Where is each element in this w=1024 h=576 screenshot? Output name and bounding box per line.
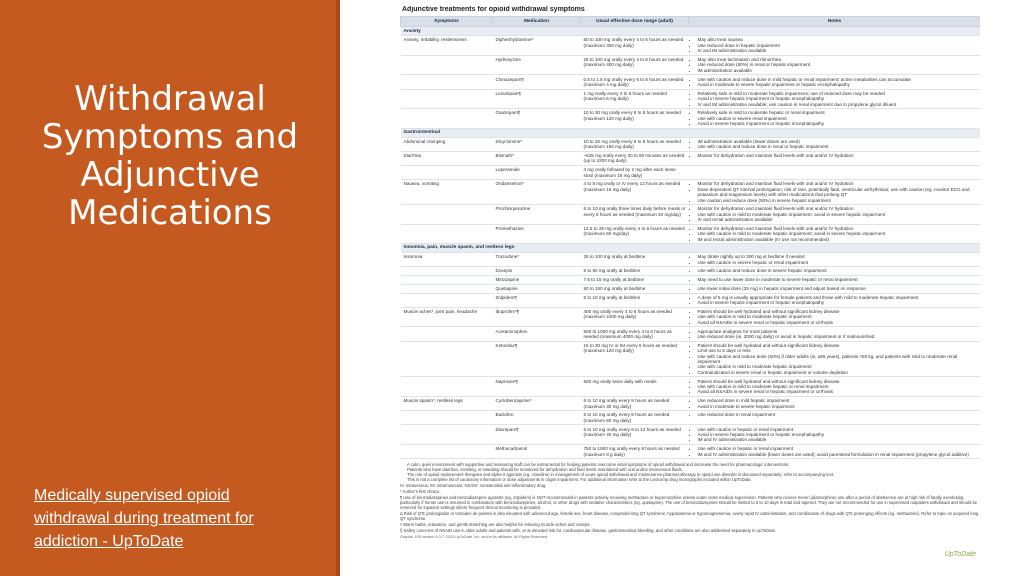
symptom-cell: Diarrhea: [401, 151, 493, 165]
symptom-cell: [401, 55, 493, 75]
note-item: • Use with caution in hepatic or renal impairment: [698, 446, 978, 451]
medication-cell: Ibuprofen*¶: [493, 307, 581, 327]
note-item: • Monitor for dehydration and maintain fluid levels with oral and/or IV hydration: [698, 206, 978, 211]
note-item: • IM and IV administration available (lower doses are used); avoid parenteral formulation in renal impairment (propylene glycol additive): [698, 452, 978, 457]
note-item: • Relatively safe in mild to moderate hepatic or renal impairment: [698, 110, 978, 115]
medication-cell: Cyclobenzaprine*: [493, 396, 581, 410]
section-row: [401, 27, 981, 36]
notes-list: [692, 57, 978, 73]
note-item: • Avoid in severe hepatic impairment or hepatic encephalopathy: [698, 432, 978, 437]
note-item: • Patient should be well hydrated and without significant kidney disease: [698, 309, 978, 314]
notes-list: [692, 110, 978, 126]
notes-cell: [689, 307, 981, 327]
dose-cell: 12.5 to 25 mg orally every 4 to 6 hours as needed (maximum 50 mg/day): [581, 224, 689, 244]
note-item: • May titrate nightly up to 300 mg at bedtime if needed: [698, 254, 978, 259]
notes-cell: [689, 327, 981, 341]
notes-cell: [689, 224, 981, 244]
note-item: • Use with caution in mild to moderate hepatic impairment; avoid in severe hepatic impairment: [698, 231, 978, 236]
section-heading: Gastrointestinal: [401, 128, 981, 137]
dose-cell: 25 to 100 mg orally every 4 to 6 hours as needed (maximum 400 mg daily): [581, 55, 689, 75]
slide-title: [30, 80, 310, 232]
notes-list: [692, 309, 978, 325]
table-row: [401, 89, 981, 109]
note-item: • Contraindicated in severe renal or hepatic impairment or volume depletion: [698, 370, 978, 375]
dose-cell: ~525 mg orally every 30 to 60 minutes as needed (up to 4200 mg daily): [581, 151, 689, 165]
medication-cell: Doxepin: [493, 267, 581, 276]
medication-cell: Loperamide: [493, 165, 581, 179]
note-item: • IV and IM administration available: [698, 48, 978, 53]
table-body: [401, 27, 981, 459]
symptom-cell: [401, 284, 493, 293]
note-item: • Use with caution and reduce dose (50%) if older adults (ie, ≥65 years), patients <50 kg, and patients with mild to moderate renal impairment: [698, 354, 978, 365]
footnote-item: • This is not a complete list of cautionary information or dose adjustments in organ impairment. For additional information refer to the Lexicomp drug monographs included within UpToDate.: [407, 477, 980, 482]
uptodate-logo: UpToDate: [944, 551, 976, 558]
note-item: • Use with caution in severe hepatic or renal impairment: [698, 260, 978, 265]
note-item: • Use with caution and reduce dose in renal or hepatic impairment: [698, 144, 978, 149]
footnote-list: [400, 462, 980, 482]
medication-cell: Ketorolac¶: [493, 341, 581, 377]
note-item: • Use with caution in mild to moderate hepatic impairment: [698, 314, 978, 319]
notes-cell: [689, 276, 981, 285]
abbreviations: IV: intravenous; IM: intramuscular; NSAID: nonsteroidal anti-inflammatory drug.: [400, 483, 547, 489]
footnote-item: • The role of opioid replacement therapies and alpha-2 agonists (eg, clonidine) in management of acute opioid withdrawal and maintenance pharmacotherapy in opioid use disorder is discussed separately; refer to accompanying text.: [407, 472, 980, 477]
notes-list: [692, 206, 978, 222]
note-item: • IV and IM administration available; use caution in renal impairment due to propylene glycol diluent: [698, 102, 978, 107]
notes-list: [692, 427, 978, 443]
note-item: • Dose-dependent QT interval prolongation; risk of rare, potentially fatal, ventricular arrhythmias; use with caution (eg, monitor ECG and potassium and magnesium levels) with other medications that prolong QT: [698, 187, 978, 198]
table-row: [401, 267, 981, 276]
table-row: [401, 284, 981, 293]
symptom-cell: [401, 205, 493, 225]
note-item: • Monitor for dehydration and maintain fluid levels with oral and/or IV hydration: [698, 181, 978, 186]
title-line: Withdrawal: [74, 79, 266, 119]
medication-cell: Quetiapine: [493, 284, 581, 293]
medication-cell: Clonazepam¶: [493, 75, 581, 89]
dose-cell: 750 to 1500 mg orally every 8 hours as needed (maximum 8 g daily): [581, 444, 689, 458]
footnotes: [400, 462, 980, 540]
notes-list: [692, 268, 978, 273]
dose-cell: 500 mg orally twice daily with meals: [581, 377, 689, 397]
note-item: • IV and rectal administration available: [698, 217, 978, 222]
table-row: [401, 307, 981, 327]
table-row: [401, 55, 981, 75]
note-item: • Avoid all NSAIDs in severe renal or hepatic impairment or cirrhosis: [698, 389, 978, 394]
note-item: • Avoid in severe hepatic impairment or hepatic encephalopathy: [698, 121, 978, 126]
note-item: • Use lower initial dose (25 mg) in hepatic impairment and adjust based on response: [698, 286, 978, 291]
symptom-cell: [401, 377, 493, 397]
dose-cell: 5 to 10 mg orally three times daily before meals or every 6 hours as needed (maximum 40 mg/day): [581, 205, 689, 225]
notes-list: [692, 286, 978, 291]
symptom-cell: Anxiety, irritability, restlessness: [401, 36, 493, 56]
note-item: • Monitor for dehydration and maintain fluid levels with oral and/or IV hydration: [698, 153, 978, 158]
medication-cell: Ondansetron*: [493, 180, 581, 205]
table-row: [401, 425, 981, 445]
note-paragraph: ¶ Use of benzodiazepines and benzodiazepine agonists (eg, zolpidem) is NOT recommended in patients actively receiving methadone or buprenorphine unless under close medical supervision. Patients who receive heroin (diamorphine) use after a period of abstinence are at high risk of fatally overdosing, particularly if heroin use is resumed in combination with benzodiazepines, alcohol, or other drugs with sedative characteristics (eg, quetiapine). The use of benzodiazepines should be limited to 5 to 10 days in total and tapered. They are not recommended for use in supervised outpatient withdrawal and should be reserved for inpatient settings where frequent clinical monitoring is provided.: [400, 495, 978, 511]
section-heading: Anxiety: [401, 27, 981, 36]
title-line: Adjunctive: [80, 155, 260, 195]
note-item: • May also treat nausea: [698, 37, 978, 42]
medication-cell: Hydroxyzine: [493, 55, 581, 75]
panel-edge: [336, 0, 340, 576]
notes-list: [692, 277, 978, 282]
note-item: • Monitor for dehydration and maintain fluid levels with oral and/or IV hydration: [698, 226, 978, 231]
note-item: • Use reduced dose (ie, 2000 mg daily) or avoid in hepatic impairment or if malnourished: [698, 334, 978, 339]
medication-cell: Zolpidem¶: [493, 293, 581, 307]
symptom-cell: [401, 327, 493, 341]
note-item: • Use with caution and reduce dose in mild hepatic or renal impairment; active metabolites can accumulate: [698, 77, 978, 82]
note-item: • Use with caution in mild to moderate hepatic impairment: [698, 364, 978, 369]
table-row: [401, 276, 981, 285]
dose-cell: 5 to 10 mg orally at bedtime: [581, 293, 689, 307]
table-row: [401, 36, 981, 56]
notes-list: [692, 153, 978, 158]
notes-cell: [689, 55, 981, 75]
section-heading: Insomnia, pain, muscle spasm, and restless legs: [401, 244, 981, 253]
table-title: Adjunctive treatments for opioid withdrawal symptoms: [402, 6, 585, 13]
dose-cell: 50 to 150 mg orally at bedtime: [581, 284, 689, 293]
medication-cell: Dicyclomine*: [493, 137, 581, 151]
table-header-row: [401, 17, 981, 27]
note-item: • A dose of 5 mg is usually appropriate for female patients and those with mild to moderate hepatic impairment: [698, 295, 978, 300]
note-item: • Use caution and reduce dose (50%) in severe hepatic impairment: [698, 198, 978, 203]
note-paragraph: * Author's first choice.: [400, 489, 441, 495]
note-paragraph: § Safety concerns of NSAID use in older adults and patients with, or at elevated risk for, cardiovascular disease, gastrointestinal bleeding, and other conditions are also addressed separately in UpToDate.: [400, 528, 777, 534]
column-header: Symptoms: [401, 17, 493, 27]
note-item: • Use reduced dose in hepatic impairment: [698, 43, 978, 48]
symptom-cell: [401, 425, 493, 445]
note-item: • May need to use lower dose in moderate to severe hepatic or renal impairment: [698, 277, 978, 282]
note-item: • Patient should be well hydrated and without significant kidney disease: [698, 379, 978, 384]
medication-cell: Oxazepam¶: [493, 109, 581, 129]
symptom-cell: [401, 224, 493, 244]
note-item: • Avoid in moderate to severe hepatic impairment or hepatic encephalopathy: [698, 82, 978, 87]
symptom-cell: [401, 444, 493, 458]
notes-cell: [689, 444, 981, 458]
column-header: Medication: [493, 17, 581, 27]
symptom-cell: [401, 109, 493, 129]
notes-block: [400, 489, 980, 533]
notes-cell: [689, 75, 981, 89]
medication-cell: Mirtazapine: [493, 276, 581, 285]
column-header: Usual effective dose range (adult): [581, 17, 689, 27]
notes-list: [692, 181, 978, 203]
notes-list: [692, 254, 978, 265]
notes-cell: [689, 425, 981, 445]
medication-cell: Prochlorperazine: [493, 205, 581, 225]
dose-cell: 10 to 30 mg orally every 6 to 8 hours as needed (maximum 120 mg daily): [581, 109, 689, 129]
dose-cell: 0.5 to 1.5 mg orally every 6 to 8 hours as needed (maximum 4 mg daily): [581, 75, 689, 89]
note-item: • Avoid in severe hepatic impairment or hepatic encephalopathy: [698, 300, 978, 305]
note-item: • Limit use to 5 days or less: [698, 348, 978, 353]
notes-cell: [689, 293, 981, 307]
note-item: • Use with caution in mild to moderate hepatic or renal impairment: [698, 384, 978, 389]
dose-cell: 5 to 10 mg orally every 6 to 12 hours as needed (maximum 40 mg daily): [581, 425, 689, 445]
footnote-item: • A calm, quiet environment with supportive and reassuring staff can be instrumental for helping patients overcome initial symptoms of opioid withdrawal and decrease the need for pharmacologic interventions.: [407, 462, 980, 467]
table-row: [401, 165, 981, 179]
note-item: • Use with caution in mild to moderate hepatic impairment; avoid in severe hepatic impairment: [698, 212, 978, 217]
notes-list: [692, 446, 978, 457]
notes-list: [692, 37, 978, 53]
column-header: Notes: [689, 17, 981, 27]
note-item: • Use with caution in severe renal impairment: [698, 116, 978, 121]
table-row: [401, 341, 981, 377]
notes-cell: [689, 36, 981, 56]
copyright: Graphic 105 Version 6.0 © 2023 UpToDate, Inc. and/or its affiliates. All Rights Reserved.: [400, 535, 549, 540]
symptom-cell: [401, 276, 493, 285]
table-row: [401, 444, 981, 458]
table-row: [401, 253, 981, 267]
table-row: [401, 224, 981, 244]
notes-list: [692, 379, 978, 395]
notes-cell: [689, 151, 981, 165]
dose-cell: 7.5 to 15 mg orally at bedtime: [581, 276, 689, 285]
note-item: • IM and IV administration available: [698, 437, 978, 442]
symptom-cell: [401, 267, 493, 276]
symptom-cell: Insomnia: [401, 253, 493, 267]
note-item: • IM administration available: [698, 68, 978, 73]
note-item: • Relatively safe in mild to moderate hepatic impairment; use of reduced dose may be needed: [698, 91, 978, 96]
table-row: [401, 396, 981, 410]
table-row: [401, 151, 981, 165]
dose-cell: 15 to 30 mg IV or IM every 6 hours as needed (maximum 120 mg daily): [581, 341, 689, 377]
source-link[interactable]: Medically supervised opioid withdrawal during treatment for addiction - UpToDate: [34, 487, 254, 550]
notes-cell: [689, 341, 981, 377]
table-row: [401, 180, 981, 205]
symptom-cell: Muscle spasm*, restless legs: [401, 396, 493, 410]
note-item: • Avoid in severe hepatic impairment or hepatic encephalopathy: [698, 96, 978, 101]
notes-cell: [689, 205, 981, 225]
note-paragraph: Δ Risk of QTc prolongation or torsades de pointes is also elevated with advanced age, female sex, heart disease, congenital long QT syndrome, hypokalemia or hypomagnesemia, overly rapid IV administration, and combination of drugs with QTc prolonging effects (eg, methadone). Refer to topic on acquired long QT syndrome.: [400, 511, 979, 522]
table-row: [401, 411, 981, 425]
note-item: • Appropriate analgesic for most patients: [698, 329, 978, 334]
table-row: [401, 293, 981, 307]
note-item: • Use with caution in hepatic or renal impairment: [698, 427, 978, 432]
medication-cell: Acetaminophen: [493, 327, 581, 341]
notes-cell: [689, 267, 981, 276]
footnote-item: • Patients who have diarrhea, vomiting, or sweating should be monitored for dehydration and fluid levels maintained with oral and/or intravenous fluids.: [407, 467, 980, 472]
symptom-cell: Abdominal cramping: [401, 137, 493, 151]
dose-cell: 1 mg orally every 4 to 6 hours as needed (maximum 6 mg daily): [581, 89, 689, 109]
note-item: • Use reduced dose in renal impairment: [698, 412, 978, 417]
symptom-cell: [401, 411, 493, 425]
note-item: • IM administration available (lower doses are used): [698, 139, 978, 144]
symptom-cell: [401, 165, 493, 179]
notes-list: [692, 226, 978, 242]
symptom-cell: [401, 75, 493, 89]
table-image: [400, 6, 980, 572]
section-row: [401, 128, 981, 137]
note-item: • Use reduced dose in mild hepatic impairment: [698, 398, 978, 403]
medication-cell: Methocarbamol: [493, 444, 581, 458]
dose-cell: 10 to 20 mg orally every 6 to 8 hours as needed (maximum 160 mg daily): [581, 137, 689, 151]
symptom-cell: Muscle aches*, joint pain, headache: [401, 307, 493, 327]
medication-cell: Promethazine: [493, 224, 581, 244]
notes-list: [692, 343, 978, 375]
medication-cell: Baclofen: [493, 411, 581, 425]
symptom-cell: [401, 89, 493, 109]
notes-cell: [689, 284, 981, 293]
medication-cell: Naproxen¶: [493, 377, 581, 397]
notes-cell: [689, 109, 981, 129]
notes-cell: [689, 253, 981, 267]
title-line: Symptoms and: [41, 117, 299, 157]
table-row: [401, 109, 981, 129]
dose-cell: 50 to 100 mg orally every 4 to 6 hours as needed (maximum 300 mg daily): [581, 36, 689, 56]
notes-list: [692, 91, 978, 107]
table-row: [401, 377, 981, 397]
title-panel: [0, 0, 340, 576]
symptom-cell: Nausea, vomiting: [401, 180, 493, 205]
symptom-cell: [401, 293, 493, 307]
treatment-table: [400, 16, 980, 459]
notes-list: [692, 77, 978, 88]
medication-cell: Diphenhydramine*: [493, 36, 581, 56]
note-item: • Use reduced dose (50%) in renal or hepatic impairment: [698, 62, 978, 67]
note-item: • Patient should be well hydrated and without significant kidney disease: [698, 343, 978, 348]
notes-cell: [689, 165, 981, 179]
notes-cell: [689, 396, 981, 410]
medication-cell: Diazepam¶: [493, 425, 581, 445]
table-row: [401, 75, 981, 89]
note-item: • IM and rectal administration available (IV use not recommended): [698, 237, 978, 242]
table-row: [401, 205, 981, 225]
notes-list: [692, 329, 978, 340]
dose-cell: 5 to 10 mg orally every 8 hours as needed (maximum 30 mg daily): [581, 396, 689, 410]
notes-cell: [689, 89, 981, 109]
table-row: [401, 327, 981, 341]
notes-cell: [689, 377, 981, 397]
medication-cell: Trazodone*: [493, 253, 581, 267]
medication-cell: Lorazepam¶: [493, 89, 581, 109]
dose-cell: 4 mg orally followed by 2 mg after each loose stool (maximum 16 mg daily): [581, 165, 689, 179]
section-row: [401, 244, 981, 253]
dose-cell: 5 to 10 mg orally every 8 hours as needed (maximum 60 mg daily): [581, 411, 689, 425]
note-item: • Use with caution and reduce dose in severe hepatic impairment: [698, 268, 978, 273]
dose-cell: 4 to 8 mg orally or IV every 12 hours as needed (maximum 16 mg daily): [581, 180, 689, 205]
note-item: • May also treat lacrimation and rhinorrhea: [698, 57, 978, 62]
table-row: [401, 137, 981, 151]
notes-list: [692, 295, 978, 306]
notes-cell: [689, 411, 981, 425]
symptom-cell: [401, 341, 493, 377]
notes-cell: [689, 137, 981, 151]
notes-list: [692, 412, 978, 417]
title-line: Medications: [68, 193, 272, 233]
dose-cell: 25 to 100 mg orally at bedtime: [581, 253, 689, 267]
dose-cell: 6 to 50 mg orally at bedtime: [581, 267, 689, 276]
notes-list: [692, 139, 978, 150]
note-item: • Avoid all NSAIDs in severe renal or hepatic impairment or cirrhosis: [698, 320, 978, 325]
note-paragraph: ◊ Warm baths, relaxation, and gentle stretching are also helpful for relieving muscle aches and cramps.: [400, 522, 591, 528]
notes-list: [692, 398, 978, 409]
dose-cell: 400 mg orally every 4 to 6 hours as needed (maximum 2400 mg daily): [581, 307, 689, 327]
dose-cell: 500 to 1000 mg orally every 4 to 6 hours as needed (maximum 4000 mg daily): [581, 327, 689, 341]
medication-cell: Bismuth*: [493, 151, 581, 165]
notes-cell: [689, 180, 981, 205]
note-item: • Avoid in moderate to severe hepatic impairment: [698, 404, 978, 409]
